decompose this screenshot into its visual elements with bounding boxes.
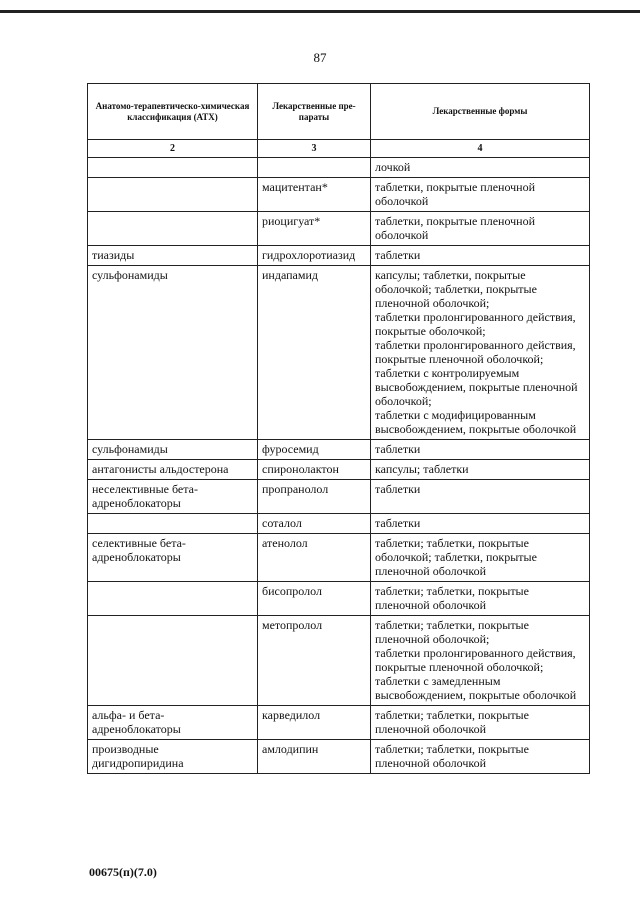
column-number: 4 xyxy=(371,140,590,158)
cell-drug-name: спиронолактон xyxy=(258,460,371,480)
cell-dosage-forms: капсулы; таблетки xyxy=(371,460,590,480)
cell-drug-name: пропранолол xyxy=(258,480,371,514)
cell-drug-name: риоцигуат* xyxy=(258,212,371,246)
table-row xyxy=(88,480,590,514)
cell-dosage-forms: лочкой xyxy=(371,158,590,178)
drug-table xyxy=(87,83,590,774)
cell-dosage-forms: таблетки xyxy=(371,480,590,514)
cell-atc-class: тиазиды xyxy=(88,246,258,266)
top-rule xyxy=(0,10,640,13)
header-atc: Анатомо-терапевтическо-химическая классификация (АТХ) xyxy=(88,84,258,140)
column-number-row xyxy=(88,140,590,158)
cell-atc-class xyxy=(88,158,258,178)
table-row xyxy=(88,740,590,774)
cell-drug-name: атенолол xyxy=(258,534,371,582)
cell-drug-name: бисопролол xyxy=(258,582,371,616)
cell-drug-name: мацитентан* xyxy=(258,178,371,212)
cell-drug-name xyxy=(258,158,371,178)
table-header-row xyxy=(88,84,590,140)
cell-dosage-forms: таблетки; таблетки, покрытые оболочкой; таблетки, покрытые пленочной оболочкой xyxy=(371,534,590,582)
table-row xyxy=(88,534,590,582)
cell-atc-class xyxy=(88,582,258,616)
table-row xyxy=(88,514,590,534)
page-number: 87 xyxy=(313,50,327,65)
table-row xyxy=(88,178,590,212)
cell-drug-name: гидрохлоротиазид xyxy=(258,246,371,266)
table-row xyxy=(88,706,590,740)
cell-dosage-forms: таблетки; таблетки, покрытые пленочной оболочкой xyxy=(371,740,590,774)
cell-atc-class xyxy=(88,212,258,246)
cell-drug-name: амлодипин xyxy=(258,740,371,774)
cell-dosage-forms: таблетки xyxy=(371,440,590,460)
cell-atc-class xyxy=(88,178,258,212)
table-row xyxy=(88,266,590,440)
cell-drug-name: индапамид xyxy=(258,266,371,440)
cell-dosage-forms: таблетки xyxy=(371,514,590,534)
cell-drug-name: соталол xyxy=(258,514,371,534)
document-code: 00675(п)(7.0) xyxy=(89,865,157,879)
cell-dosage-forms: таблетки; таблетки, покрытые пленочной оболочкой; таблетки пролонгированного действия, покрытые пленочной оболочкой; таблетки с замедленным высвобождением, покрытые оболочкой xyxy=(371,616,590,706)
header-forms: Лекарственные формы xyxy=(371,84,590,140)
cell-atc-class: производные дигидропиридина xyxy=(88,740,258,774)
cell-atc-class xyxy=(88,514,258,534)
table-row xyxy=(88,440,590,460)
table-row xyxy=(88,616,590,706)
cell-atc-class: неселективные бета-адреноблокаторы xyxy=(88,480,258,514)
cell-atc-class: антагонисты альдостерона xyxy=(88,460,258,480)
cell-drug-name: карведилол xyxy=(258,706,371,740)
column-number: 3 xyxy=(258,140,371,158)
cell-atc-class: сульфонамиды xyxy=(88,266,258,440)
column-number: 2 xyxy=(88,140,258,158)
cell-dosage-forms: таблетки; таблетки, покрытые пленочной оболочкой xyxy=(371,582,590,616)
cell-dosage-forms: таблетки, покрытые пленочной оболочкой xyxy=(371,212,590,246)
table-row xyxy=(88,212,590,246)
cell-drug-name: метопролол xyxy=(258,616,371,706)
table-row xyxy=(88,582,590,616)
table-row xyxy=(88,158,590,178)
cell-dosage-forms: капсулы; таблетки, покрытые оболочкой; таблетки, покрытые пленочной оболочкой; таблетки пролонгированного действия, покрытые оболочкой; таблетки пролонгированного действия, покрытые пленочной оболочкой; таблетки с контролируемым высвобождением, покрытые пленочной оболочкой; таблетки с модифицированным высвобождением, покрытые оболочкой xyxy=(371,266,590,440)
cell-atc-class: селективные бета-адреноблокаторы xyxy=(88,534,258,582)
cell-dosage-forms: таблетки; таблетки, покрытые пленочной оболочкой xyxy=(371,706,590,740)
table-row xyxy=(88,246,590,266)
cell-atc-class xyxy=(88,616,258,706)
cell-dosage-forms: таблетки, покрытые пленочной оболочкой xyxy=(371,178,590,212)
cell-drug-name: фуросемид xyxy=(258,440,371,460)
cell-atc-class: сульфонамиды xyxy=(88,440,258,460)
table-row xyxy=(88,460,590,480)
cell-atc-class: альфа- и бета-адреноблокаторы xyxy=(88,706,258,740)
cell-dosage-forms: таблетки xyxy=(371,246,590,266)
header-drugs: Лекарственные пре-параты xyxy=(258,84,371,140)
